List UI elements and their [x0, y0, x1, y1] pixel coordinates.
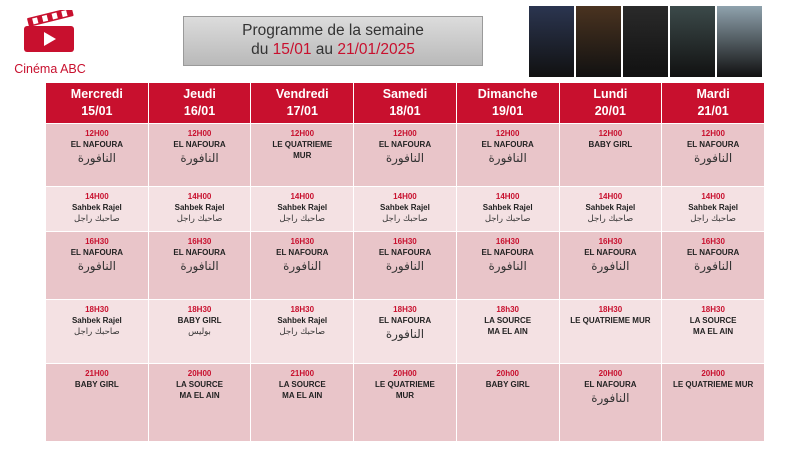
arabic-title: صاحبك راجل	[279, 327, 326, 337]
arabic-title: النافورة	[77, 151, 116, 165]
screening-time: 18H30	[598, 305, 623, 314]
screening-cell	[559, 124, 662, 187]
film-clapper-icon	[18, 10, 80, 54]
day-date: 18/01	[389, 104, 421, 118]
film-title: EL NAFOURA	[378, 140, 432, 149]
cinema-name: Cinéma ABC	[14, 62, 86, 76]
film-title: BABY GIRL	[74, 380, 119, 389]
screening-time: 12H00	[290, 129, 315, 138]
film-title: LA SOURCE	[484, 316, 532, 325]
film-title: LE QUATRIEME	[272, 140, 333, 149]
screening-time: 14H00	[495, 192, 520, 201]
film-title: EL NAFOURA	[378, 316, 432, 325]
screening-time: 16H30	[290, 237, 315, 246]
screening-time: 14H00	[85, 192, 109, 201]
day-name: Vendredi	[275, 87, 329, 101]
day-name: Lundi	[593, 87, 628, 101]
arabic-title: النافورة	[488, 259, 527, 273]
film-title: EL NAFOURA	[173, 140, 226, 149]
screening-cell	[251, 124, 354, 187]
movie-posters-strip	[529, 6, 762, 77]
weekly-schedule-table	[45, 82, 765, 442]
screening-time: 16H30	[598, 237, 623, 246]
film-title: LA SOURCE	[689, 316, 737, 325]
screening-time: 20H00	[187, 369, 212, 378]
film-title-line2: MUR	[395, 391, 415, 400]
schedule-row	[46, 364, 765, 442]
end-date: 21/01/2025	[337, 41, 415, 58]
screening-time: 21H00	[290, 369, 315, 378]
screening-time: 18H30	[701, 305, 725, 314]
arabic-title: بوليس	[188, 327, 211, 337]
screening-time: 20H00	[393, 369, 417, 378]
film-title: Sahbek Rajel	[71, 316, 122, 325]
screening-cell	[354, 364, 457, 442]
screening-time: 14H00	[598, 192, 623, 201]
arabic-title: النافورة	[693, 259, 733, 273]
film-title: EL NAFOURA	[584, 380, 637, 389]
screening-cell	[662, 187, 765, 232]
date-range: du 15/01 au 21/01/2025	[251, 41, 415, 58]
film-title: Sahbek Rajel	[277, 316, 328, 325]
screening-cell	[456, 124, 559, 187]
programme-title: Programme de la semaine	[242, 22, 424, 39]
film-title: EL NAFOURA	[481, 140, 534, 149]
arabic-title: صاحبك راجل	[587, 214, 634, 224]
film-title: LA SOURCE	[176, 380, 223, 389]
screening-cell	[559, 300, 662, 364]
screening-cell	[148, 187, 251, 232]
film-title: Sahbek Rajel	[585, 203, 636, 212]
film-title: EL NAFOURA	[276, 248, 329, 257]
screening-time: 14H00	[393, 192, 417, 201]
movie-poster-icon	[529, 6, 574, 77]
film-title: EL NAFOURA	[70, 248, 123, 257]
arabic-title: النافورة	[180, 259, 219, 273]
screening-cell	[46, 124, 149, 187]
arabic-title: النافورة	[180, 151, 219, 165]
arabic-title: النافورة	[488, 151, 527, 165]
screening-cell	[456, 232, 559, 300]
arabic-title: صاحبك راجل	[74, 327, 120, 337]
arabic-title: النافورة	[283, 259, 322, 273]
screening-cell	[251, 364, 354, 442]
screening-cell	[251, 232, 354, 300]
arabic-title: صاحبك راجل	[484, 214, 531, 224]
day-date: 19/01	[492, 104, 524, 118]
screening-time: 14H00	[701, 192, 725, 201]
movie-poster-icon	[717, 6, 762, 77]
arabic-title: صاحبك راجل	[74, 214, 120, 224]
screening-time: 14H00	[187, 192, 212, 201]
arabic-title: النافورة	[591, 391, 630, 405]
arabic-title: صاحبك راجل	[279, 214, 326, 224]
day-header	[46, 83, 149, 124]
screening-time: 12H00	[495, 129, 520, 138]
film-title: Sahbek Rajel	[482, 203, 533, 212]
film-title-line2: MUR	[293, 151, 312, 160]
screening-time: 21H00	[85, 369, 109, 378]
arabic-title: النافورة	[385, 259, 425, 273]
day-name: Dimanche	[477, 87, 538, 101]
screening-cell	[46, 187, 149, 232]
screening-time: 16H30	[187, 237, 212, 246]
film-title: BABY GIRL	[588, 140, 633, 149]
screening-cell	[456, 364, 559, 442]
screening-time: 18H30	[290, 305, 315, 314]
screening-cell	[148, 124, 251, 187]
cinema-logo	[10, 4, 90, 80]
screening-cell	[662, 364, 765, 442]
arabic-title: صاحبك راجل	[382, 214, 428, 224]
screening-cell	[148, 232, 251, 300]
screening-time: 16H30	[393, 237, 417, 246]
arabic-title: صاحبك راجل	[690, 214, 736, 224]
day-name: Mardi	[696, 87, 730, 101]
schedule-row	[46, 124, 765, 187]
film-title: EL NAFOURA	[686, 140, 740, 149]
film-title: Sahbek Rajel	[277, 203, 328, 212]
day-date: 20/01	[594, 104, 626, 118]
film-title: EL NAFOURA	[584, 248, 637, 257]
screening-time: 12H00	[187, 129, 212, 138]
screening-time: 20H00	[598, 369, 623, 378]
arabic-title: صاحبك راجل	[176, 214, 223, 224]
arabic-title: النافورة	[77, 259, 116, 273]
film-title-line2: MA EL AIN	[282, 391, 323, 400]
arabic-title: النافورة	[591, 259, 630, 273]
film-title: EL NAFOURA	[686, 248, 740, 257]
screening-time: 16H30	[701, 237, 725, 246]
film-title: Sahbek Rajel	[688, 203, 739, 212]
screening-time: 18H30	[187, 305, 212, 314]
movie-poster-icon	[670, 6, 715, 77]
screening-cell	[46, 364, 149, 442]
film-title: LE QUATRIEME MUR	[672, 380, 754, 389]
screening-cell	[662, 232, 765, 300]
film-title: Sahbek Rajel	[71, 203, 122, 212]
day-date: 21/01	[697, 104, 729, 118]
film-title: LE QUATRIEME MUR	[570, 316, 651, 325]
day-header	[354, 83, 457, 124]
film-title: EL NAFOURA	[70, 140, 123, 149]
film-title: LE QUATRIEME	[375, 380, 435, 389]
day-header	[148, 83, 251, 124]
screening-cell	[456, 300, 559, 364]
screening-cell	[559, 364, 662, 442]
schedule-row	[46, 300, 765, 364]
screening-cell	[662, 300, 765, 364]
screening-cell	[456, 187, 559, 232]
screening-time: 20H00	[701, 369, 725, 378]
film-title: EL NAFOURA	[481, 248, 534, 257]
screening-time: 14H00	[290, 192, 315, 201]
screening-cell	[148, 300, 251, 364]
screening-time: 12H00	[598, 129, 623, 138]
movie-poster-icon	[623, 6, 668, 77]
day-date: 15/01	[81, 104, 113, 118]
day-header	[251, 83, 354, 124]
screening-cell	[46, 300, 149, 364]
film-title: BABY GIRL	[485, 380, 530, 389]
screening-cell	[559, 232, 662, 300]
day-header	[456, 83, 559, 124]
screening-cell	[662, 124, 765, 187]
screening-time: 20h00	[496, 369, 519, 378]
screening-time: 18h30	[496, 305, 519, 314]
screening-cell	[354, 232, 457, 300]
day-header	[662, 83, 765, 124]
screening-cell	[354, 187, 457, 232]
start-date: 15/01	[272, 41, 312, 58]
day-date: 16/01	[183, 104, 216, 118]
screening-cell	[251, 300, 354, 364]
screening-time: 16H30	[495, 237, 520, 246]
screening-time: 18H30	[85, 305, 109, 314]
film-title: Sahbek Rajel	[380, 203, 430, 212]
film-title: BABY GIRL	[177, 316, 222, 325]
film-title: LA SOURCE	[278, 380, 326, 389]
screening-time: 16H30	[85, 237, 109, 246]
screening-time: 12H00	[85, 129, 109, 138]
screening-time: 12H00	[393, 129, 417, 138]
screening-time: 18H30	[393, 305, 417, 314]
screening-time: 12H00	[701, 129, 725, 138]
schedule-row	[46, 232, 765, 300]
screening-cell	[354, 300, 457, 364]
week-programme-header	[183, 16, 483, 66]
day-header-row	[46, 83, 765, 124]
screening-cell	[354, 124, 457, 187]
arabic-title: النافورة	[693, 151, 733, 165]
film-title-line2: MA EL AIN	[487, 327, 528, 336]
film-title: EL NAFOURA	[378, 248, 432, 257]
film-title-line2: MA EL AIN	[179, 391, 220, 400]
schedule-row	[46, 187, 765, 232]
day-header	[559, 83, 662, 124]
day-name: Samedi	[382, 87, 428, 101]
film-title: Sahbek Rajel	[174, 203, 225, 212]
screening-cell	[251, 187, 354, 232]
arabic-title: النافورة	[385, 151, 425, 165]
arabic-title: النافورة	[385, 327, 425, 341]
movie-poster-icon	[576, 6, 621, 77]
screening-cell	[46, 232, 149, 300]
day-name: Mercredi	[70, 87, 123, 101]
screening-cell	[559, 187, 662, 232]
film-title: EL NAFOURA	[173, 248, 226, 257]
film-title-line2: MA EL AIN	[693, 327, 734, 336]
screening-cell	[148, 364, 251, 442]
day-name: Jeudi	[183, 87, 216, 101]
day-date: 17/01	[286, 104, 318, 118]
